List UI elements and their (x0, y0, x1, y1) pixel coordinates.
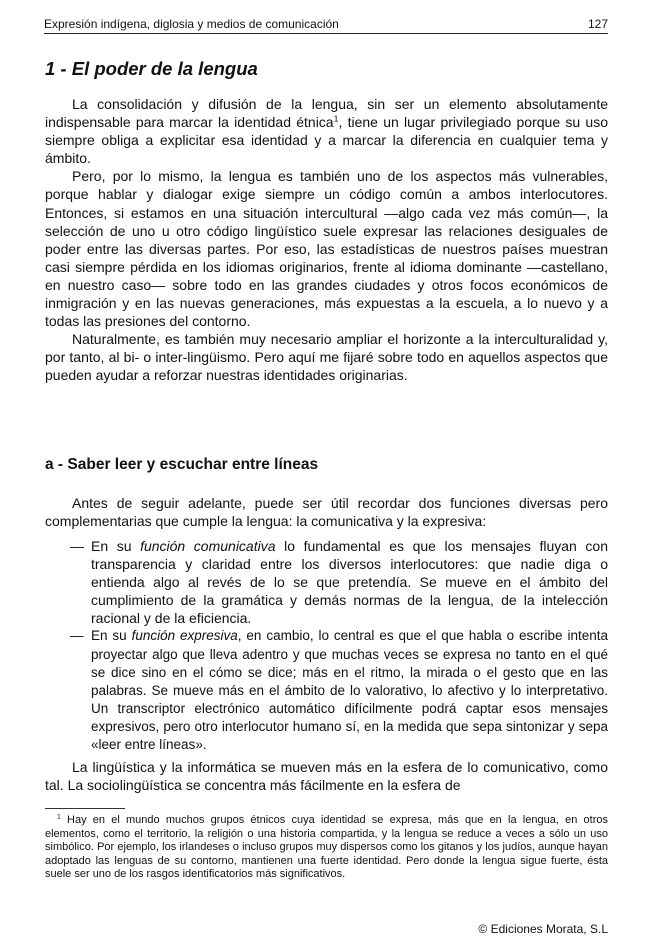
footnote-reference[interactable]: 1 (333, 113, 339, 124)
intro-paragraph: Antes de seguir adelante, puede ser útil recordar dos funciones diversas pero complementarias que cumple la lengua: la comunicativa y la expresiva: (45, 495, 608, 530)
subsection-heading: a - Saber leer y escuchar entre líneas (45, 456, 319, 473)
closing-paragraph: La lingüística y la informática se mueven más en la esfera de lo comunicativo, como tal. La sociolingüística se concentra más fácilmente en la esfera de (45, 759, 608, 794)
list-item-communicative (70, 537, 608, 627)
footnote-text: Hay en el mundo muchos grupos étnicos cuya identidad se expresa, más que en la lengua, en otros elementos, como el territorio, la religión o una historia compartida, y la lengua se reduce a veces a sólo un uso simbólico. Por ejemplo, los irlandeses o incluso grupos muy dispersos como los gitanos y los judíos, aunque hayan adoptado las lenguas de su contorno, mantienen una fuerte identidad. Pero donde la lengua sigue fuerte, ésta suele ser uno de los rasgos identificatorios más significativos. (45, 814, 608, 881)
subsection-intro (45, 494, 608, 530)
running-header (44, 17, 608, 34)
item-term: función expresiva (131, 628, 238, 644)
paragraph-1 (45, 95, 608, 167)
item-body: , en cambio, lo central es que el que habla o escribe intenta proyectar algo que lleva adentro y que muchas veces se expresa no tanto en el qué se dice sino en el cómo se dice; más en el ritmo, la mirada o el gesto que en las palabras. Se mueve más en el ámbito de lo valorativo, lo afectivo y lo interpretativo. Un transcriptor electrónico automático difícilmente podrá captar esos mensajes expresivos, pero otro interlocutor humano sí, en la medida que sepa sintonizar y sepa «leer entre líneas». (91, 628, 608, 753)
dash-marker: — (70, 538, 84, 554)
function-list (70, 537, 608, 754)
paragraph-2: Pero, por lo mismo, la lengua es también uno de los aspectos más vulnerables, porque hablar y dialogar exige siempre un código común a ambos interlocutores. Entonces, si estamos en una situación intercultural —algo cada vez más común—, la selección de uno u otro código lingüístico suele expresar las relaciones desiguales de poder entre las diversas partes. Por eso, las estadísticas de nuestros países muestran casi siempre pérdida en los idiomas originarios, frente al idioma dominante —castellano, en nuestro caso— sobre todo en las grandes ciudades y otros focos económicos de inmigración y en las nuevas generaciones, más expuestas a la escuela, a lo nuevo y a todas las presiones del contorno. (45, 168, 608, 330)
section-heading: 1 - El poder de la lengua (45, 58, 258, 79)
footnote-marker: 1 (57, 813, 61, 821)
dash-marker: — (70, 628, 84, 644)
running-title: Expresión indígena, diglosia y medios de comunicación (44, 17, 339, 31)
paragraph-1-text-b: , tiene un lugar privilegiado porque su uso siempre obliga a explicitar esa identidad y a marcar la diferencia en cualquier tema y ámbito. (45, 114, 609, 167)
footnote-divider (45, 808, 125, 809)
list-item-expressive (70, 627, 608, 754)
item-prefix: En su (91, 538, 141, 554)
publisher-footer: © Ediciones Morata, S.L (478, 922, 608, 936)
closing-text (45, 758, 608, 794)
item-term: función comunicativa (140, 538, 276, 554)
paragraph-1-text-a: La consolidación y difusión de la lengua, sin ser un elemento absolutamente indispensable para marcar la identidad étnica (45, 96, 608, 131)
paragraph-3: Naturalmente, es también muy necesario ampliar el horizonte a la interculturalidad y, por tanto, al bi- o inter-lingüismo. Pero aquí me fijaré sobre todo en aquellos aspectos que pueden ayudar a reforzar nuestras identidades originarias. (45, 331, 608, 384)
item-prefix: En su (91, 628, 132, 644)
footnote (45, 814, 608, 882)
page-number: 127 (587, 17, 608, 31)
section-body (45, 95, 608, 385)
item-body: lo fundamental es que los mensajes fluyan con transparencia y claridad entre los diversos interlocutores: que nadie diga o entienda algo al revés de lo se que pretendía. Se mueve en el ámbito del cumplimiento de la gramática y demás normas de la lengua, de la intelección racional y de la eficiencia. (91, 538, 608, 627)
